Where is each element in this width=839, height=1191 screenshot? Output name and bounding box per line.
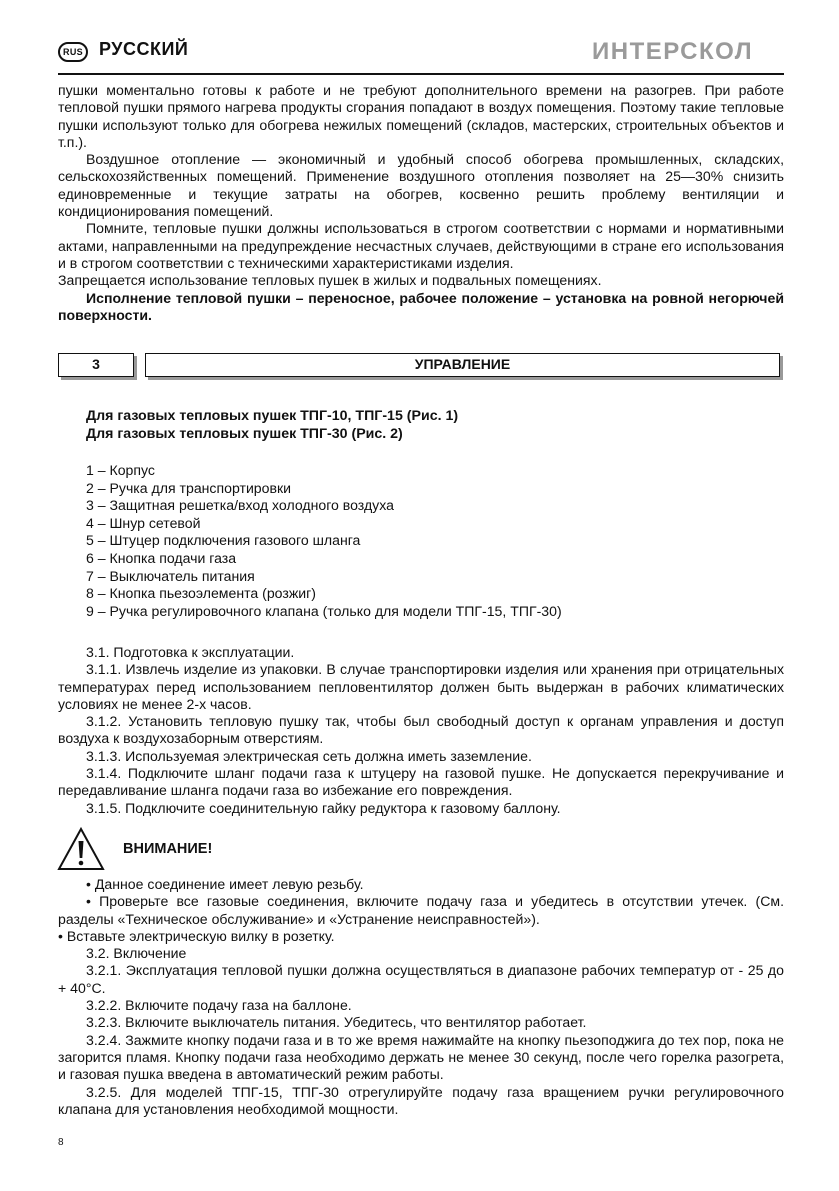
- intro-paragraph: Воздушное отопление — экономичный и удобный способ обогрева промышленных, складских, сельскохозяйственных помещений. Применение воздушного отопления позволяет на 25—30% снизить единовременные и текущие затраты на обогрев, косвенно решить проблему вентиляции и кондиционирования помещений.: [58, 151, 784, 220]
- intro-paragraph: пушки моментально готовы к работе и не требуют дополнительного времени на разогрев. При работе тепловой пушки прямого нагрева продукты сгорания попадают в воздух помещения. Поэтому такие тепловые пушки используют только для обогрева нежилых помещений (складов, мастерских, строительных объектов и т.п.).: [58, 82, 784, 150]
- interskol-logo: [590, 33, 790, 67]
- warning-icon: [56, 826, 106, 872]
- bullet-item: • Вставьте электрическую вилку в розетку.: [58, 927, 335, 944]
- language-title: РУССКИЙ: [99, 39, 189, 59]
- section-subheading: 3.2. Включение: [86, 945, 187, 962]
- brand-wordmark: ИНТЕРСКОЛ: [592, 38, 754, 65]
- list-item: 9 – Ручка регулировочного клапана (только для модели ТПГ-15, ТПГ-30): [86, 602, 562, 619]
- list-item: 8 – Кнопка пьезоэлемента (розжиг): [86, 585, 316, 602]
- prep-heading: 3.1. Подготовка к эксплуатации.: [86, 644, 295, 660]
- intro-text: [58, 82, 784, 324]
- list-item: 3 – Защитная решетка/вход холодного воздуха: [86, 497, 394, 514]
- operation-paragraph: 3.2.5. Для моделей ТПГ-15, ТПГ-30 отрегулируйте подачу газа вращением ручки регулировочного клапана для установления необходимой мощности.: [58, 1083, 784, 1117]
- preparation-text: [58, 644, 784, 817]
- section-title: УПРАВЛЕНИЕ: [145, 353, 780, 377]
- operation-paragraph: 3.2.1. Эксплуатация тепловой пушки должна осуществляться в диапазоне рабочих температур от - 25 до + 40°C.: [58, 962, 784, 996]
- prep-paragraph: 3.1.5. Подключите соединительную гайку редуктора к газовому баллону.: [86, 799, 561, 816]
- operation-paragraph: 3.2.4. Зажмите кнопку подачи газа и в то же время нажимайте на кнопку пьезоподжига до тех пор, пока не загорится пламя. Кнопку подачи газа необходимо держать не менее 30 секунд, после чего горелка разогрета, и газовая пушка введена в автоматический режим работы.: [58, 1031, 784, 1083]
- page-number: 8: [58, 1137, 64, 1148]
- prep-paragraph: 3.1.2. Установить тепловую пушку так, чтобы был свободный доступ к органам управления и доступ воздуха к воздухозаборным отверстиям.: [58, 713, 784, 747]
- list-item: 7 – Выключатель питания: [86, 567, 255, 584]
- models-heading-1: Для газовых тепловых пушек ТПГ-10, ТПГ-15 (Рис. 1): [86, 408, 459, 424]
- operation-text: [58, 876, 784, 1118]
- list-item: 4 – Шнур сетевой: [86, 514, 201, 531]
- operation-paragraph: 3.2.2. Включите подачу газа на баллоне.: [86, 997, 352, 1014]
- section-number: 3: [58, 353, 134, 377]
- intro-paragraph: Запрещается использование тепловых пушек в жилых и подвальных помещениях.: [58, 272, 602, 289]
- intro-paragraph: Помните, тепловые пушки должны использоваться в строгом соответствии с нормами и нормативными актами, направленными на предупреждение несчастных случаев, действующими в стране его использования и в строгом соответствии с техническими характеристиками изделия.: [58, 220, 784, 271]
- header-divider: [58, 73, 784, 75]
- warning-title: ВНИМАНИЕ!: [123, 841, 213, 857]
- language-badge: RUS: [58, 42, 88, 62]
- parts-list: [86, 462, 562, 620]
- intro-bold-paragraph: Исполнение тепловой пушки – переносное, рабочее положение – установка на ровной негорючей поверхности.: [58, 289, 784, 323]
- bullet-item: • Данное соединение имеет левую резьбу.: [86, 876, 364, 892]
- list-item: 2 – Ручка для транспортировки: [86, 479, 292, 496]
- prep-paragraph: 3.1.1. Извлечь изделие из упаковки. В случае транспортировки изделия или хранения при отрицательных температурах перед использованием пепловентилятор должен быть выдержан в рабочих климатических условиях не менее 2-х часов.: [58, 661, 784, 712]
- list-item: 5 – Штуцер подключения газового шланга: [86, 532, 361, 549]
- models-heading-2: Для газовых тепловых пушек ТПГ-30 (Рис. 2): [86, 426, 403, 442]
- list-item: 1 – Корпус: [86, 462, 155, 478]
- operation-paragraph: 3.2.3. Включите выключатель питания. Убедитесь, что вентилятор работает.: [86, 1014, 587, 1031]
- prep-paragraph: 3.1.4. Подключите шланг подачи газа к штуцеру на газовой пушке. Не допускается перекручивание и передавливание шланга подачи газа во избежание его повреждения.: [58, 765, 784, 799]
- bullet-item: • Проверьте все газовые соединения, включите подачу газа и убедитесь в отсутствии утечек. (См. разделы «Техническое обслуживание» и «Устранение неисправностей»).: [58, 893, 784, 927]
- list-item: 6 – Кнопка подачи газа: [86, 549, 237, 566]
- prep-paragraph: 3.1.3. Используемая электрическая сеть должна иметь заземление.: [86, 747, 532, 764]
